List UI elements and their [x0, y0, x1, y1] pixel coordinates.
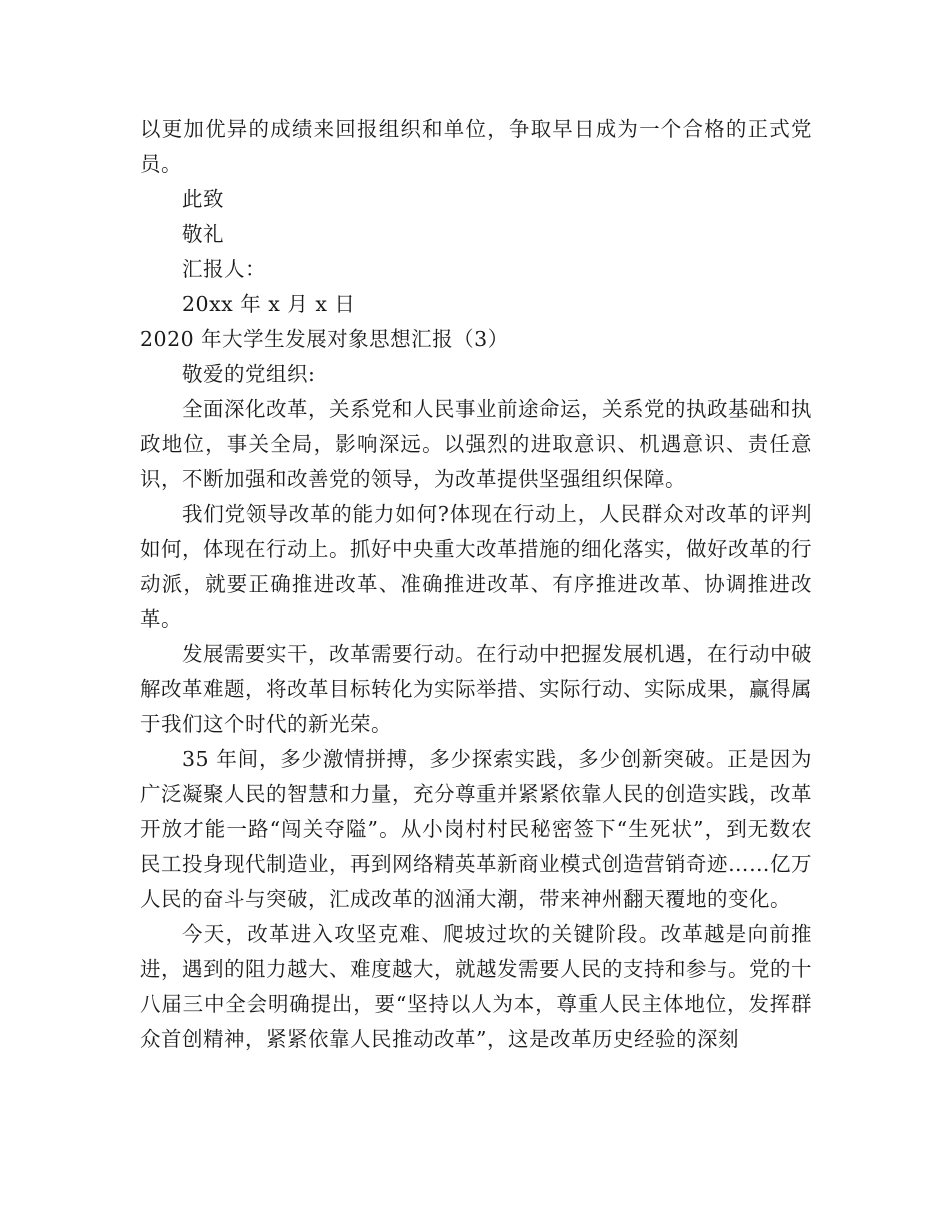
paragraph: 我们党领导改革的能力如何?体现在行动上，人民群众对改革的评判如何，体现在行动上。抓好中央重大改革措施的细化落实，做好改革的行动派，就要正确推进改革、准确推进改革、有序推进改革、协调推进改革。 [140, 502, 812, 631]
paragraph: 发展需要实干，改革需要行动。在行动中把握发展机遇，在行动中破解改革难题，将改革目标转化为实际举措、实际行动、实际成果，赢得属于我们这个时代的新光荣。 [140, 642, 812, 736]
intro-line: 以更加优异的成绩来回报组织和单位，争取早日成为一个合格的正式党员。 [140, 117, 812, 176]
report-date: 20xx 年 x 月 x 日 [182, 292, 356, 316]
reporter-label: 汇报人： [182, 257, 266, 281]
paragraph: 全面深化改革，关系党和人民事业前途命运，关系党的执政基础和执政地位，事关全局，影响深远。以强烈的进取意识、机遇意识、责任意识，不断加强和改善党的领导，为改革提供坚强组织保障。 [140, 397, 812, 491]
closing-2: 敬礼 [182, 222, 224, 246]
closing-1: 此致 [182, 187, 224, 211]
paragraph: 35 年间，多少激情拼搏，多少探索实践，多少创新突破。正是因为广泛凝聚人民的智慧和力量，充分尊重并紧紧依靠人民的创造实践，改革开放才能一路“闯关夺隘”。从小岗村村民秘密签下“生死状”，到无数农民工投身现代制造业，再到网络精英革新商业模式创造营销奇迹……亿万人民的奋斗与突破，汇成改革的汹涌大潮，带来神州翻天覆地的变化。 [140, 747, 812, 911]
salutation: 敬爱的党组织: [182, 362, 316, 386]
paragraph: 今天，改革进入攻坚克难、爬坡过坎的关键阶段。改革越是向前推进，遇到的阻力越大、难度越大，就越发需要人民的支持和参与。党的十八届三中全会明确提出，要“坚持以人为本，尊重人民主体地位，发挥群众首创精神，紧紧依靠人民推动改革”，这是改革历史经验的深刻 [140, 922, 812, 1051]
section-title: 2020 年大学生发展对象思想汇报（3） [140, 327, 509, 351]
document-page [140, 112, 812, 1057]
